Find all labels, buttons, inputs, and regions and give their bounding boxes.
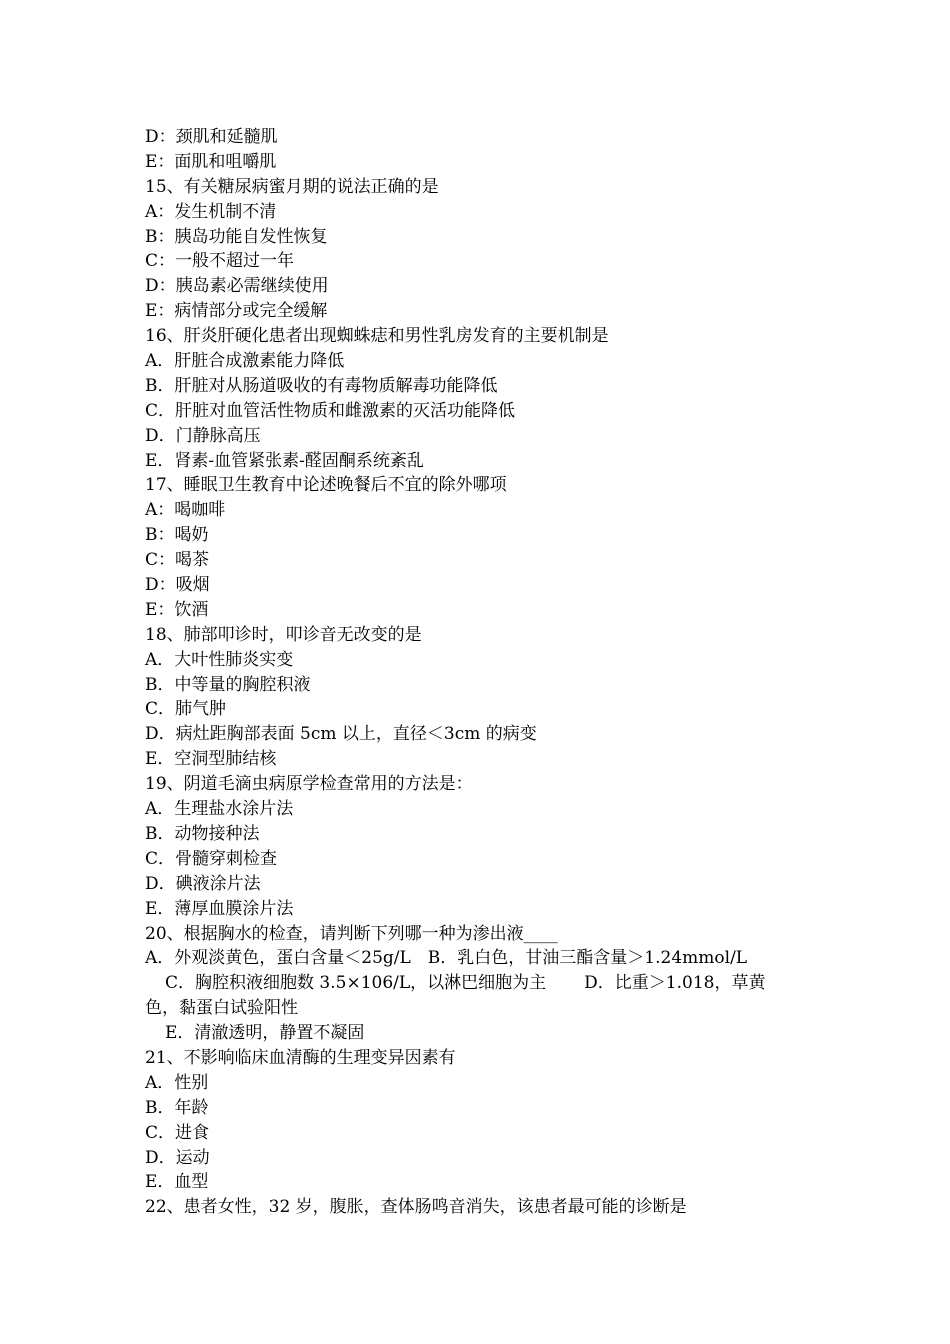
question-19: 19、阴道毛滴虫病原学检查常用的方法是： — [145, 774, 473, 795]
question-18: 18、肺部叩诊时，叩诊音无改变的是 — [145, 624, 422, 645]
option-d-continued: 色，黏蛋白试验阳性 — [145, 998, 298, 1019]
option-line: C．进食 — [145, 1122, 210, 1143]
option-line: E．肾素-血管紧张素-醛固酮系统紊乱 — [145, 450, 424, 471]
question-15: 15、有关糖尿病蜜月期的说法正确的是 — [145, 176, 439, 197]
option-line: A：喝咖啡 — [145, 500, 226, 521]
option-line: C：一般不超过一年 — [145, 251, 295, 272]
option-line: C：喝茶 — [145, 550, 210, 571]
option-line: D：吸烟 — [145, 575, 210, 596]
option-line: B．动物接种法 — [145, 823, 260, 844]
option-line: E．薄厚血膜涂片法 — [145, 898, 294, 919]
option-line: C．肺气肿 — [145, 699, 227, 720]
option-line: B．年龄 — [145, 1097, 209, 1118]
option-line: C．肝脏对血管活性物质和雌激素的灭活功能降低 — [145, 400, 516, 421]
option-line-c-d — [145, 971, 815, 996]
option-line: B：喝奶 — [145, 525, 209, 546]
option-line: A：发生机制不清 — [145, 201, 277, 222]
question-16: 16、肝炎肝硬化患者出现蜘蛛痣和男性乳房发育的主要机制是 — [145, 326, 609, 347]
option-line: D．病灶距胸部表面 5cm 以上，直径＜3cm 的病变 — [145, 724, 537, 745]
option-e: E．清澈透明，静置不凝固 — [165, 1023, 365, 1044]
question-20: 20、根据胸水的检查，请判断下列哪一种为渗出液____ — [145, 923, 558, 944]
option-line: A．生理盐水涂片法 — [145, 799, 294, 820]
question-17: 17、睡眠卫生教育中论述晚餐后不宜的除外哪项 — [145, 475, 507, 496]
option-line: D．运动 — [145, 1147, 210, 1168]
option-line: A．外观淡黄色，蛋白含量＜25g/L B．乳白色，甘油三酯含量＞1.24mmol/L — [145, 948, 748, 969]
option-c: C．胸腔积液细胞数 3.5×106/L，以淋巴细胞为主 — [165, 973, 547, 994]
option-line: E．空洞型肺结核 — [145, 749, 277, 770]
option-line: E．血型 — [145, 1172, 209, 1193]
option-line: E：饮酒 — [145, 599, 209, 620]
option-line: D．碘液涂片法 — [145, 873, 261, 894]
option-line: A．肝脏合成激素能力降低 — [145, 351, 345, 372]
option-line: D：颈肌和延髓肌 — [145, 127, 278, 147]
option-line: D：胰岛素必需继续使用 — [145, 276, 329, 297]
option-d: D．比重＞1.018，草黄 — [584, 973, 766, 994]
question-22: 22、患者女性，32 岁，腹胀，查体肠鸣音消失，该患者最可能的诊断是 — [145, 1197, 687, 1218]
option-line: C．骨髓穿刺检查 — [145, 848, 278, 869]
option-line: E：病情部分或完全缓解 — [145, 301, 328, 322]
option-line: E：面肌和咀嚼肌 — [145, 151, 277, 172]
option-line: A．大叶性肺炎实变 — [145, 649, 294, 670]
document-content — [145, 125, 815, 1220]
option-line: B．中等量的胸腔积液 — [145, 674, 311, 695]
option-line: A．性别 — [145, 1072, 209, 1093]
option-line: D．门静脉高压 — [145, 425, 261, 446]
option-line: B：胰岛功能自发性恢复 — [145, 226, 328, 247]
option-line: B．肝脏对从肠道吸收的有毒物质解毒功能降低 — [145, 375, 498, 396]
question-21: 21、不影响临床血清酶的生理变异因素有 — [145, 1047, 456, 1068]
